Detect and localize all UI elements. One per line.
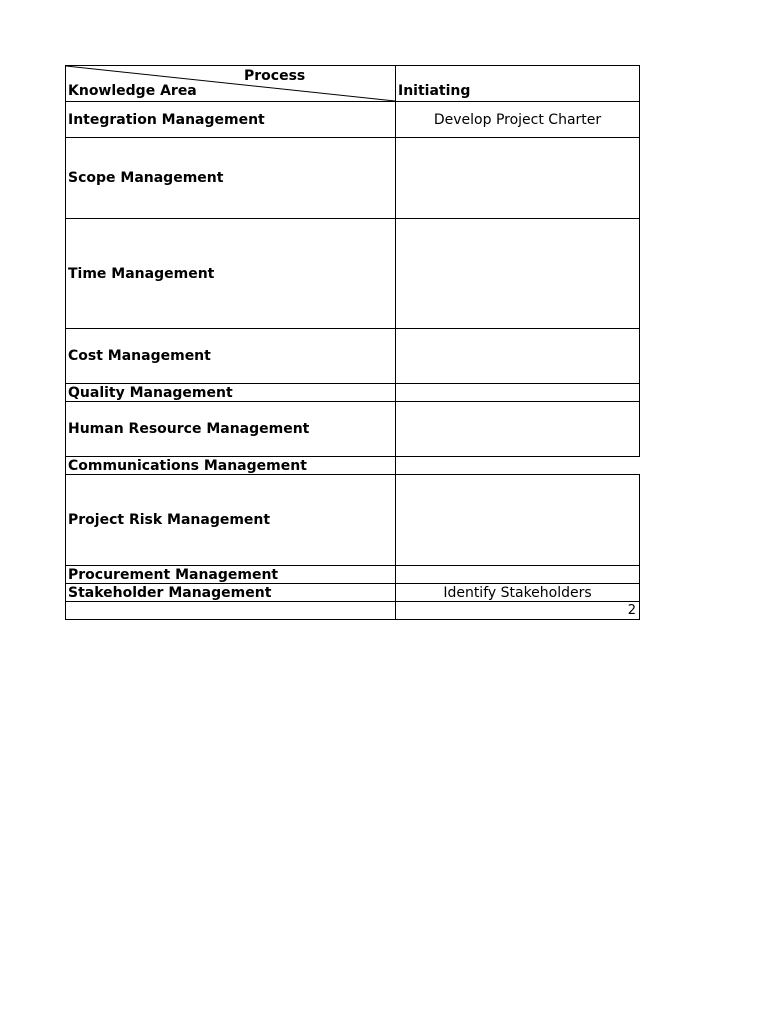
table-row [65,475,640,566]
table-row [65,219,640,329]
table-row [65,384,640,402]
empty-cell [66,602,396,619]
table-row [65,102,640,138]
initiating-cell [396,475,639,565]
header-diagonal-cell [66,66,396,101]
knowledge-area-cell: Time Management [66,219,396,328]
table-row [65,584,640,602]
initiating-cell [396,457,640,474]
initiating-cell [396,138,639,218]
header-row [65,65,640,102]
knowledge-area-table [65,65,640,620]
knowledge-area-cell: Integration Management [66,102,396,137]
initiating-cell: Develop Project Charter [433,111,602,128]
knowledge-area-cell: Cost Management [66,329,396,383]
initiating-cell [396,219,639,328]
table-row [65,457,640,475]
table-row [65,329,640,384]
process-label: Process [244,68,306,84]
initiating-cell [396,329,639,383]
table-row [65,402,640,457]
initiating-cell [396,384,639,401]
page-number: 2 [627,603,636,618]
knowledge-area-cell: Stakeholder Management [66,584,396,601]
initiating-cell [396,402,639,456]
knowledge-area-label: Knowledge Area [68,83,197,99]
initiating-cell [396,566,639,583]
initiating-header: Initiating [398,83,471,99]
knowledge-area-cell: Quality Management [66,384,396,401]
footer-row [65,602,640,620]
knowledge-area-cell: Human Resource Management [66,402,396,456]
initiating-cell: Identify Stakeholders [443,584,592,601]
table-row [65,566,640,584]
table-row [65,138,640,219]
knowledge-area-cell: Project Risk Management [66,475,396,565]
knowledge-area-cell: Scope Management [66,138,396,218]
knowledge-area-cell: Procurement Management [66,566,396,583]
knowledge-area-cell: Communications Management [66,457,396,474]
